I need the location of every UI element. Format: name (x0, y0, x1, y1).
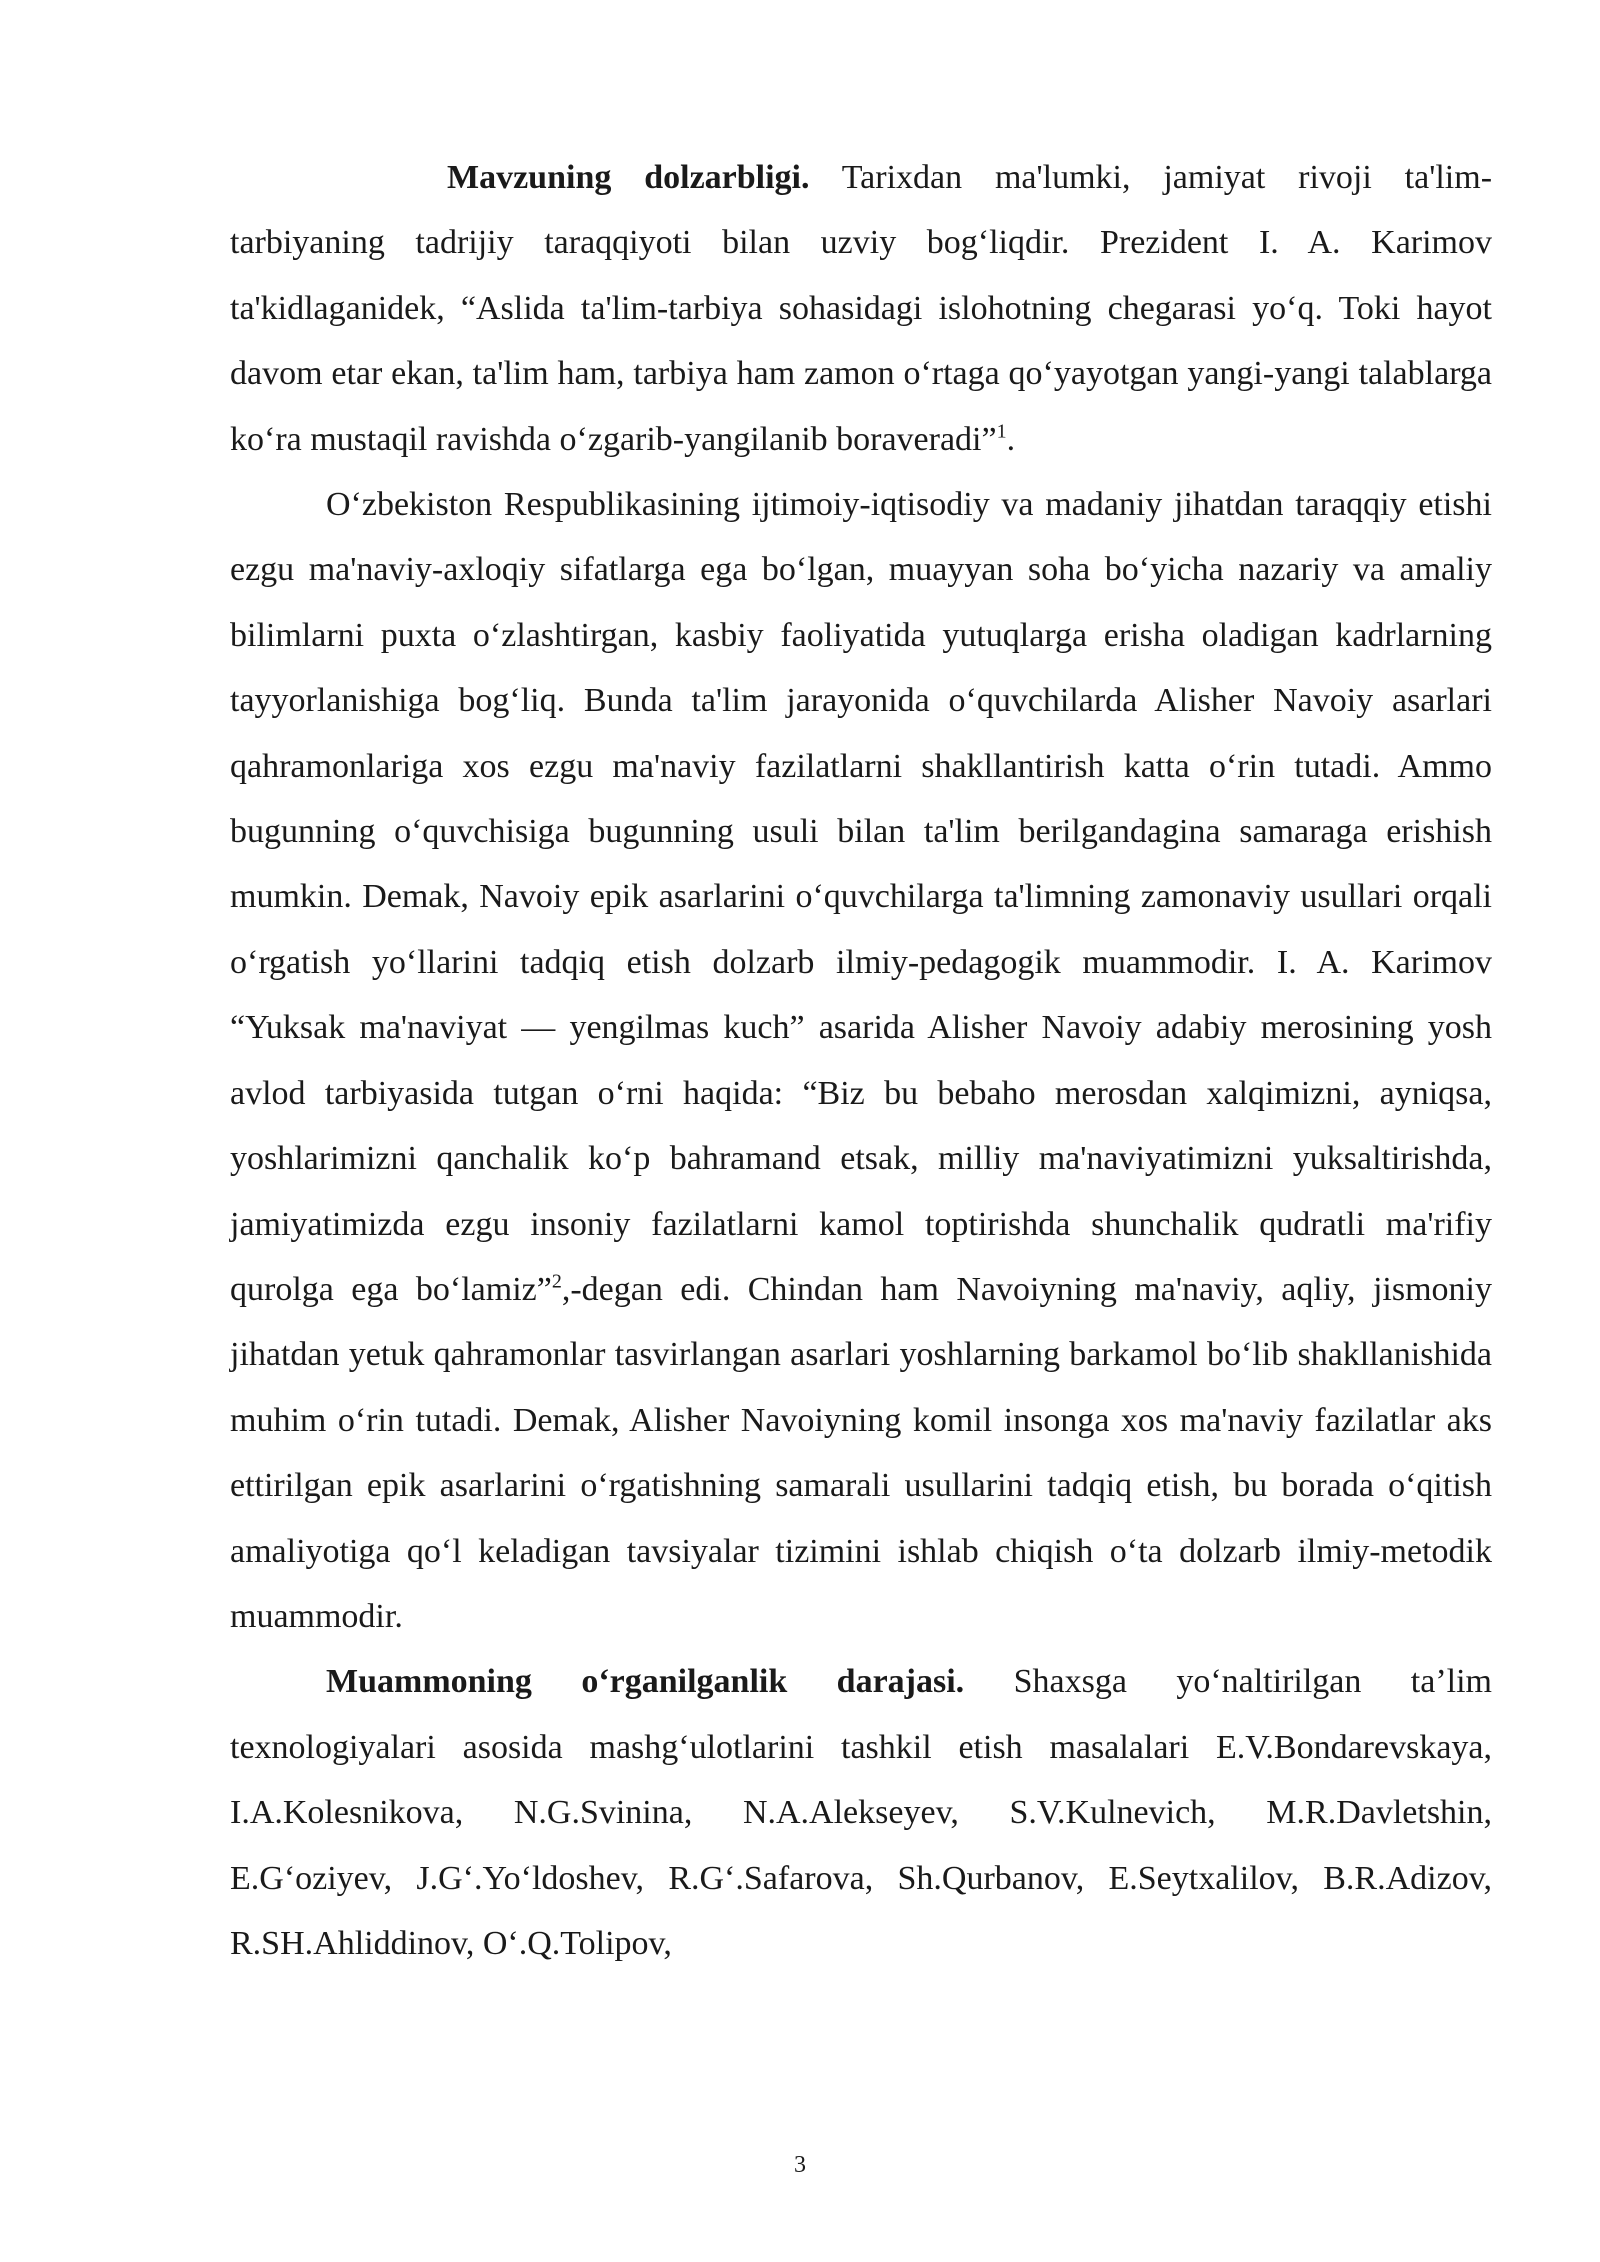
footnote-ref-1[interactable]: 1 (996, 420, 1007, 443)
footnote-ref-2[interactable]: 2 (551, 1270, 562, 1293)
heading-relevance: Mavzuning dolzarbligi. (447, 159, 810, 196)
paragraph-relevance-tail: . (1006, 420, 1016, 458)
paragraph-study-degree-body: Shaxsga yoʻnaltirilgan ta’lim texnologiyalari asosida mashgʻulotlarini tashkil etish masalalari E.V.Bondarevskaya, I.A.Kolesnikova, N.G.Svinina, N.A.Alekseyev, S.V.Kulnevich, M.R.Davletshin, E.Gʻoziyev, J.Gʻ.Yoʻldoshev, R.Gʻ.Safarova, Sh.Qurbanov, E.Seytxalilov, B.R.Adizov, R.SH.Ahliddinov, Oʻ.Q.Tolipov, (230, 1663, 1492, 1962)
paragraph-uzbekistan (230, 472, 1492, 1649)
paragraph-relevance (230, 145, 1492, 472)
paragraph-uzbekistan-body-1: Oʻzbekiston Respublikasining ijtimoiy-iqtisodiy va madaniy jihatdan taraqqiy etishi ezgu ma'naviy-axloqiy sifatlarga ega boʻlgan, muayyan soha boʻyicha nazariy va amaliy bilimlarni puxta oʻzlashtirgan, kasbiy faoliyatida yutuqlarga erisha oladigan kadrlarning tayyorlanishiga bogʻliq. Bunda ta'lim jarayonida oʻquvchilarda Alisher Navoiy asarlari qahramonlariga xos ezgu ma'naviy fazilatlarni shakllantirish katta oʻrin tutadi. Ammo bugunning oʻquvchisiga bugunning usuli bilan ta'lim berilgandagina samaraga erishish mumkin. Demak, Navoiy epik asarlarini oʻquvchilarga ta'limning zamonaviy usullari orqali oʻrgatish yoʻllarini tadqiq etish dolzarb ilmiy-pedagogik muammodir. I. A. Karimov “Yuksak ma'naviyat — yengilmas kuch” asarida Alisher Navoiy adabiy merosining yosh avlod tarbiyasida tutgan oʻrni haqida: “Biz bu bebaho merosdan xalqimizni, ayniqsa, yoshlarimizni qanchalik koʻp bahramand etsak, milliy ma'naviyatimizni yuksaltirishda, jamiyatimizda ezgu insoniy fazilatlarni kamol toptirishda shunchalik qudratli ma'rifiy qurolga ega boʻlamiz” (230, 486, 1492, 1308)
paragraph-relevance-body: Tarixdan ma'lumki, jamiyat rivoji ta'lim-tarbiyaning tadrijiy taraqqiyoti bilan uzviy bogʻliqdir. Prezident I. A. Karimov ta'kidlaganidek, “Aslida ta'lim-tarbiya sohasidagi islohotning chegarasi yoʻq. Toki hayot davom etar ekan, ta'lim ham, tarbiya ham zamon oʻrtaga qoʻyayotgan yangi-yangi talablarga koʻra mustaqil ravishda oʻzgarib-yangilanib boraveradi” (230, 159, 1493, 458)
paragraph-study-degree (230, 1649, 1492, 1976)
heading-study-degree: Muammoning oʻrganilganlik darajasi. (326, 1663, 965, 1701)
paragraph-uzbekistan-body-2: ,-degan edi. Chindan ham Navoiyning ma'naviy, aqliy, jismoniy jihatdan yetuk qahramonlar tasvirlangan asarlari yoshlarning barkamol boʻlib shakllanishida muhim oʻrin tutadi. Demak, Alisher Navoiyning komil insonga xos ma'naviy fazilatlar aks ettirilgan epik asarlarini oʻrgatishning samarali usullarini tadqiq etish, bu borada oʻqitish amaliyotiga qoʻl keladigan tavsiyalar tizimini ishlab chiqish oʻta dolzarb ilmiy-metodik muammodir. (230, 1270, 1492, 1635)
body-text (230, 145, 1492, 1976)
page-number: 3 (794, 2152, 806, 2178)
